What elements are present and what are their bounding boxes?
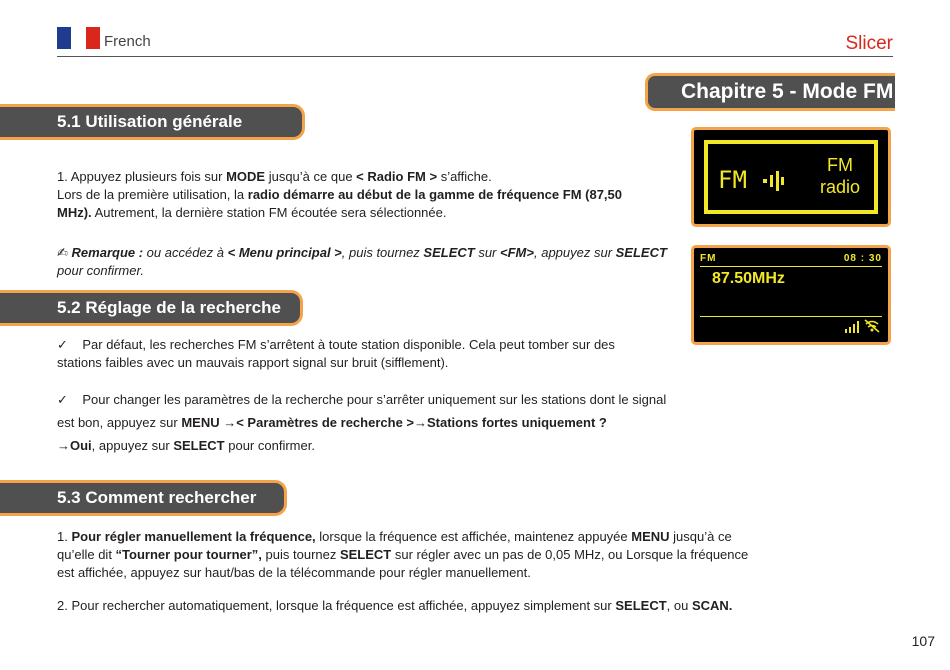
- lcd-status-icons: [845, 319, 880, 336]
- lcd-frequency-screen: [691, 245, 891, 345]
- lcd-mode-label: FM: [700, 253, 717, 264]
- chapter-title: Chapitre 5 - Mode FM: [645, 73, 895, 111]
- wifi-off-icon: [864, 319, 880, 333]
- section-heading-5-3: 5.3 Comment rechercher: [0, 480, 287, 516]
- lcd-fm-radio-text: FM radio: [820, 155, 861, 197]
- language-label: French: [104, 33, 151, 50]
- paragraph-auto-search: 2. Pour rechercher automatiquement, lorsque la fréquence est affichée, appuyez simplement sur SELECT, ou SCAN.: [57, 598, 733, 613]
- lcd-status-bar: [700, 253, 882, 264]
- page-number: 107: [911, 633, 935, 649]
- french-flag-icon: [57, 27, 100, 49]
- section-heading-5-2: 5.2 Réglage de la recherche: [0, 290, 303, 326]
- bullet-default-search: ✓ Par défaut, les recherches FM s’arrêtent à toute station disponible. Cela peut tomber sur des stations faibles avec un mauvais rapport signal sur bruit (sifflement).: [57, 337, 615, 370]
- lcd-fm-big-label: FM: [718, 166, 787, 194]
- lcd-divider: [700, 266, 882, 267]
- lcd-divider: [700, 316, 882, 317]
- paragraph-mode: 1. Appuyez plusieurs fois sur MODE jusqu’à ce que < Radio FM > s’affiche. Lors de la première utilisation, la radio démarre au début de la gamme de fréquence FM (87,50 MHz). Autrement, la dernière station FM écoutée sera sélectionnée.: [57, 169, 622, 220]
- check-icon: ✓: [57, 392, 68, 407]
- note-pencil-icon: ✍: [57, 245, 68, 260]
- paragraph-manual-tuning: 1. Pour régler manuellement la fréquence, lorsque la fréquence est affichée, maintenez appuyée MENU jusqu’à ce qu’elle dit “Tourner pour tourner”, puis tournez SELECT sur régler avec un pas de 0,05 MHz, ou Lorsque la fréquence est affichée, appuyez sur haut/bas de la télécommande pour régler manuellement.: [57, 529, 749, 580]
- lcd-fm-radio-screen: [691, 127, 891, 227]
- header-rule: [57, 56, 893, 57]
- lcd-time-label: 08 : 30: [843, 253, 882, 264]
- lcd-frequency: 87.50MHz: [712, 270, 785, 287]
- bullet-change-search: ✓ Pour changer les paramètres de la recherche pour s’arrêter uniquement sur les stations dont le signal est bon, appuyez sur MENU →< Paramètres de recherche >→Stations fortes uniquement ? →Oui, appuyez sur SELECT pour confirmer.: [57, 392, 667, 453]
- signal-icon: [845, 321, 861, 333]
- brand-label: Slicer: [845, 33, 893, 54]
- section-heading-5-1: 5.1 Utilisation générale: [0, 104, 305, 140]
- lcd-frame: [704, 140, 878, 214]
- radio-wave-icon: [761, 169, 787, 193]
- note-paragraph: ✍ Remarque : ou accédez à < Menu principal >, puis tournez SELECT sur <FM>, appuyez sur SELECT pour confirmer.: [57, 245, 667, 278]
- check-icon: ✓: [57, 337, 68, 352]
